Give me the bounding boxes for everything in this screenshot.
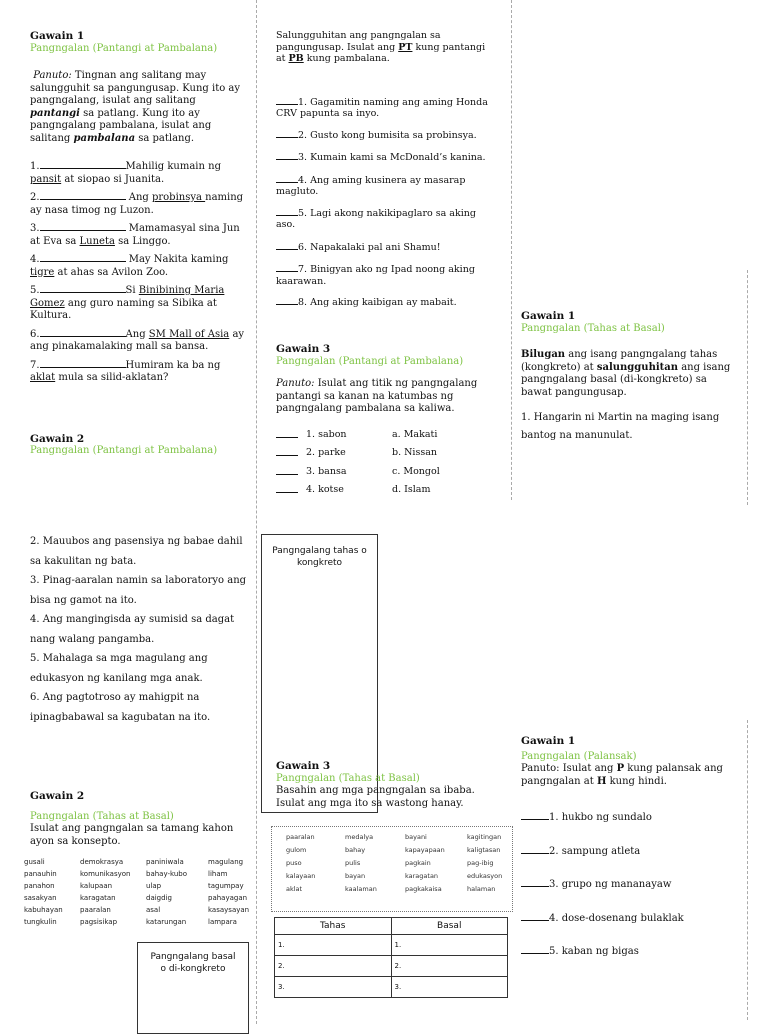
answer-blank-cell xyxy=(276,465,298,484)
answer-blank-cell xyxy=(276,446,298,465)
answer-blank-cell xyxy=(276,428,298,447)
divider-line xyxy=(256,0,257,1024)
item-text: 4. Ang aming kusinera ay masarap magluto. xyxy=(276,174,466,197)
item-number: 1. xyxy=(30,161,40,172)
col2-section xyxy=(276,30,491,318)
question-item xyxy=(521,944,736,959)
item-text: mula sa silid-aklatan? xyxy=(55,372,169,383)
word-item: tungkulin xyxy=(24,918,57,926)
answer-blank xyxy=(521,844,549,854)
word-item: panauhin xyxy=(24,870,57,878)
item-text: 3. grupo ng mananayaw xyxy=(549,879,672,890)
item-text: at ahas sa Avilon Zoo. xyxy=(54,266,169,278)
word-item: paaralan xyxy=(286,833,315,841)
question-list xyxy=(521,810,736,959)
answer-blank xyxy=(521,877,549,887)
tahas-basal-table xyxy=(274,917,508,998)
word-item: tagumpay xyxy=(208,882,244,890)
activity-title: Gawain 1 xyxy=(521,735,576,747)
answer-blank xyxy=(276,428,298,438)
table-row xyxy=(275,935,508,956)
basal-box xyxy=(137,942,249,1034)
answer-blank xyxy=(276,150,298,160)
item-text: 4. dose-dosenang bulaklak xyxy=(549,912,684,924)
activity-subtitle: Pangngalan (Tahas at Basal) xyxy=(521,322,665,334)
word-item: pulis xyxy=(345,859,361,867)
word-item: kapayapaan xyxy=(405,846,445,854)
word-item: lampara xyxy=(208,918,237,926)
question-item xyxy=(521,810,736,825)
answer-blank xyxy=(276,446,298,456)
answer-blank xyxy=(40,190,126,200)
gawain3-tahas-section xyxy=(276,760,496,810)
item-text: 2. Gusto kong bumisita sa probinsya. xyxy=(298,129,477,141)
word-item: gulom xyxy=(286,846,307,854)
item-text: 8. Ang aking kaibigan ay mabait. xyxy=(298,297,457,308)
question-item: 2. Mauubos ang pasensiya ng babae dahil sa kakulitan ng bata. xyxy=(30,536,243,567)
answer-blank xyxy=(276,262,298,272)
instructions: Salungguhitan ang pangngalan sa pangungusap. Isulat ang PT kung pantangi at PB kung pambalana. xyxy=(276,30,486,64)
table-row xyxy=(275,977,508,998)
instructions: Panuto: Tingnan ang salitang may salungguhit sa pangungusap. Kung ito ay pangngalang, isulat ang salitang pantangi sa patlang. Kung ito ay pangngalang pambalana, isulat ang salitang pambalana sa patlang. xyxy=(30,70,241,144)
question-item xyxy=(521,911,736,926)
item-text: 6. Napakalaki pal ani Shamu! xyxy=(298,241,441,253)
word-item: kaalaman xyxy=(345,885,377,893)
word-item: aklat xyxy=(286,885,303,893)
question-item xyxy=(30,283,248,323)
question-list xyxy=(30,159,248,385)
item-underlined-word: pansit xyxy=(30,173,62,185)
activity-title: Gawain 1 xyxy=(521,310,576,322)
answer-blank xyxy=(40,252,126,262)
answer-blank xyxy=(521,911,549,921)
question-item xyxy=(276,262,491,287)
word-item: edukasyon xyxy=(467,872,503,880)
word-item: liham xyxy=(208,870,228,878)
match-right: b. Nissan xyxy=(392,447,438,458)
item-text: Mamamasyal sina Jun at Eva sa xyxy=(30,223,240,247)
table-cell: 1. xyxy=(275,935,392,956)
answer-blank xyxy=(276,206,298,216)
word-item: kabuhayan xyxy=(24,906,63,914)
answer-blank xyxy=(276,128,298,138)
activity-title: Gawain 3 xyxy=(276,760,331,772)
question-item xyxy=(521,844,736,859)
instructions: Basahin ang mga pangngalan sa ibaba. Isulat ang mga ito sa wastong hanay. xyxy=(276,785,475,809)
item-text: ay ang pinakamalaking mall sa bansa. xyxy=(30,328,245,352)
word-item: daigdig xyxy=(146,894,172,902)
question-item xyxy=(30,358,248,385)
item-number: 6. xyxy=(30,328,40,340)
word-item: bayani xyxy=(405,833,427,841)
item-underlined-word: tigre xyxy=(30,266,55,278)
answer-blank xyxy=(276,483,298,493)
gawain3-section xyxy=(276,343,491,502)
divider-line xyxy=(747,720,748,1020)
match-right: a. Makati xyxy=(392,428,438,440)
question-item xyxy=(276,240,491,254)
match-left: 3. bansa xyxy=(306,465,347,477)
item-text: 7. Binigyan ako ng Ipad noong aking kaarawan. xyxy=(276,264,475,287)
table-header-row xyxy=(275,918,508,935)
word-grid xyxy=(271,826,511,910)
activity-subtitle: Pangngalan (Pantangi at Pambalana) xyxy=(276,355,464,367)
answer-blank xyxy=(40,221,126,231)
word-item: panahon xyxy=(24,882,55,890)
word-item: demokrasya xyxy=(80,858,124,866)
answer-blank xyxy=(276,173,298,183)
activity-subtitle: Pangngalan (Palansak) xyxy=(521,750,637,762)
word-item: sasakyan xyxy=(24,894,57,902)
answer-blank xyxy=(40,159,126,169)
activity-subtitle: Pangngalan (Tahas at Basal) xyxy=(276,772,420,784)
item-number: 2. xyxy=(30,192,40,203)
activity-title: Gawain 2 xyxy=(30,432,85,445)
table-cell: 2. xyxy=(391,956,508,977)
question-item xyxy=(276,150,491,164)
activity-subtitle: Pangngalan (Pantangi at Pambalana) xyxy=(30,445,218,456)
word-item: pahayagan xyxy=(208,894,248,902)
table-cell: 3. xyxy=(275,977,392,998)
question-item xyxy=(30,252,248,279)
item-underlined-word: probinsya xyxy=(151,192,206,203)
item-text: ang guro naming sa Sibika at Kultura. xyxy=(30,297,217,321)
word-item: pag-ibig xyxy=(467,859,494,867)
item-number: 3. xyxy=(30,223,40,234)
match-right: d. Islam xyxy=(392,484,431,495)
word-item: gusali xyxy=(24,858,45,866)
word-item: ulap xyxy=(146,882,162,890)
word-item: bayan xyxy=(345,872,366,880)
word-item: pagsisikap xyxy=(80,918,118,926)
lower-left-questions xyxy=(30,532,250,727)
answer-blank xyxy=(276,295,298,305)
item-text: Ang xyxy=(125,328,149,340)
word-item: bahay xyxy=(345,846,366,854)
item-underlined-word: Luneta xyxy=(79,235,115,247)
word-item: puso xyxy=(286,859,302,867)
question-item: 3. Pinag-aaralan namin sa laboratoryo ang bisa ng gamot na ito. xyxy=(30,575,247,606)
answer-blank xyxy=(521,944,549,954)
question-item xyxy=(30,190,248,217)
activity-title: Gawain 3 xyxy=(276,343,331,355)
item-text: Ang xyxy=(125,192,152,203)
instructions: Panuto: Isulat ang P kung palansak ang pangngalan at H kung hindi. xyxy=(521,763,723,787)
item-text: sa Linggo. xyxy=(114,235,171,247)
table-cell: 3. xyxy=(391,977,508,998)
word-item: magulang xyxy=(208,858,244,866)
matching-row xyxy=(276,465,440,484)
answer-blank xyxy=(40,358,126,368)
word-item: pagkakaisa xyxy=(405,885,442,893)
word-item: komunikasyon xyxy=(80,870,131,878)
item-text: at siopao si Juanita. xyxy=(61,173,165,185)
word-item: karagatan xyxy=(80,894,116,902)
item-number: 7. xyxy=(30,359,40,371)
box-label: Pangngalang tahas o kongkreto xyxy=(272,546,367,568)
divider-line xyxy=(511,0,512,500)
match-left: 2. parke xyxy=(306,447,346,458)
matching-row xyxy=(276,446,440,465)
activity-title: Gawain 1 xyxy=(30,30,85,42)
word-item: halaman xyxy=(467,885,496,893)
item-text: Si xyxy=(125,285,139,296)
item-text: 1. Gagamitin naming ang aming Honda CRV papunta sa inyo. xyxy=(276,96,488,119)
item-text: 3. Kumain kami sa McDonald’s kanina. xyxy=(298,152,486,163)
answer-blank xyxy=(276,95,298,105)
word-item: pagkain xyxy=(405,859,431,867)
question-item xyxy=(276,206,491,231)
question-item: 4. Ang mangingisda ay sumisid sa dagat nang walang pangamba. xyxy=(30,614,235,645)
match-left: 4. kotse xyxy=(306,484,344,495)
activity-subtitle: Pangngalan (Tahas at Basal) xyxy=(30,810,174,822)
table-cell: 1. xyxy=(391,935,508,956)
answer-blank xyxy=(276,240,298,250)
item-underlined-word: Binibining Maria Gomez xyxy=(30,285,225,309)
item-underlined-word: aklat xyxy=(30,372,56,383)
activity-title: Gawain 2 xyxy=(30,790,85,802)
divider-line xyxy=(747,270,748,505)
question-item: 1. Hangarin ni Martin na maging isang bantog na manunulat. xyxy=(521,412,720,441)
question-item xyxy=(30,159,248,186)
item-text: 5. kaban ng bigas xyxy=(549,946,639,957)
activity-subtitle: Pangngalan (Pantangi at Pambalana) xyxy=(30,42,218,54)
word-item: bahay-kubo xyxy=(146,870,188,878)
answer-blank xyxy=(40,283,126,293)
answer-blank xyxy=(276,465,298,475)
match-left: 1. sabon xyxy=(306,428,347,440)
gawain2-tahas-section xyxy=(30,790,250,848)
question-item xyxy=(521,877,736,892)
word-item: paniniwala xyxy=(146,858,184,866)
word-item: kalayaan xyxy=(286,872,316,880)
matching-row xyxy=(276,428,440,447)
word-item: katarungan xyxy=(146,918,187,926)
item-number: 4. xyxy=(30,254,40,265)
match-right: c. Mongol xyxy=(392,465,440,477)
matching-row xyxy=(276,483,440,502)
table-header: Tahas xyxy=(275,918,392,935)
col1-section xyxy=(30,30,248,458)
instructions: Isulat ang pangngalan sa tamang kahon ayon sa konsepto. xyxy=(30,823,234,847)
col3-section xyxy=(521,310,739,445)
word-item: paaralan xyxy=(80,906,111,914)
gawain1-palansak-section xyxy=(521,735,736,978)
answer-blank-cell xyxy=(276,483,298,502)
question-item xyxy=(30,327,248,354)
table-cell: 2. xyxy=(275,956,392,977)
word-item: asal xyxy=(146,906,161,914)
item-text: Humiram ka ba ng xyxy=(125,359,221,371)
instructions: Bilugan ang isang pangngalang tahas (kongkreto) at salungguhitan ang isang pangngalang basal (di-kongkreto) sa bawat pangungusap. xyxy=(521,349,731,398)
word-item: kagitingan xyxy=(467,833,502,841)
item-text: 1. hukbo ng sundalo xyxy=(549,812,652,823)
instructions: Panuto: Isulat ang titik ng pangngalang pantangi sa kanan na katumbas ng pangngalang pambalana sa kaliwa. xyxy=(276,378,478,414)
question-item xyxy=(276,128,491,142)
box-label: Pangngalang basal o di-kongkreto xyxy=(150,952,236,974)
answer-blank xyxy=(521,810,549,820)
item-text: Mahilig kumain ng xyxy=(125,161,221,172)
item-text: 2. sampung atleta xyxy=(549,845,641,857)
question-item: 6. Ang pagtotroso ay mahigpit na ipinagbabawal sa kagubatan na ito. xyxy=(30,692,211,723)
question-item xyxy=(30,221,248,248)
answer-blank xyxy=(40,327,126,337)
word-item: karagatan xyxy=(405,872,439,880)
word-item: kasaysayan xyxy=(208,906,250,914)
word-item: kalupaan xyxy=(80,882,113,890)
question-item xyxy=(276,173,491,198)
word-item: kaligtasan xyxy=(467,846,501,854)
matching-table xyxy=(276,428,440,502)
question-list xyxy=(276,95,491,309)
word-item: medalya xyxy=(345,833,374,841)
item-text: May Nakita kaming xyxy=(125,254,229,265)
item-underlined-word: SM Mall of Asia xyxy=(148,328,230,340)
question-item xyxy=(276,95,491,120)
item-text: naming ay nasa timog ng Luzon. xyxy=(30,192,244,216)
question-item: 5. Mahalaga sa mga magulang ang edukasyon ng kanilang mga anak. xyxy=(30,653,208,684)
table-row xyxy=(275,956,508,977)
item-number: 5. xyxy=(30,285,40,296)
table-header: Basal xyxy=(391,918,508,935)
item-text: 5. Lagi akong nakikipaglaro sa aking aso. xyxy=(276,207,476,230)
question-item xyxy=(276,295,491,309)
